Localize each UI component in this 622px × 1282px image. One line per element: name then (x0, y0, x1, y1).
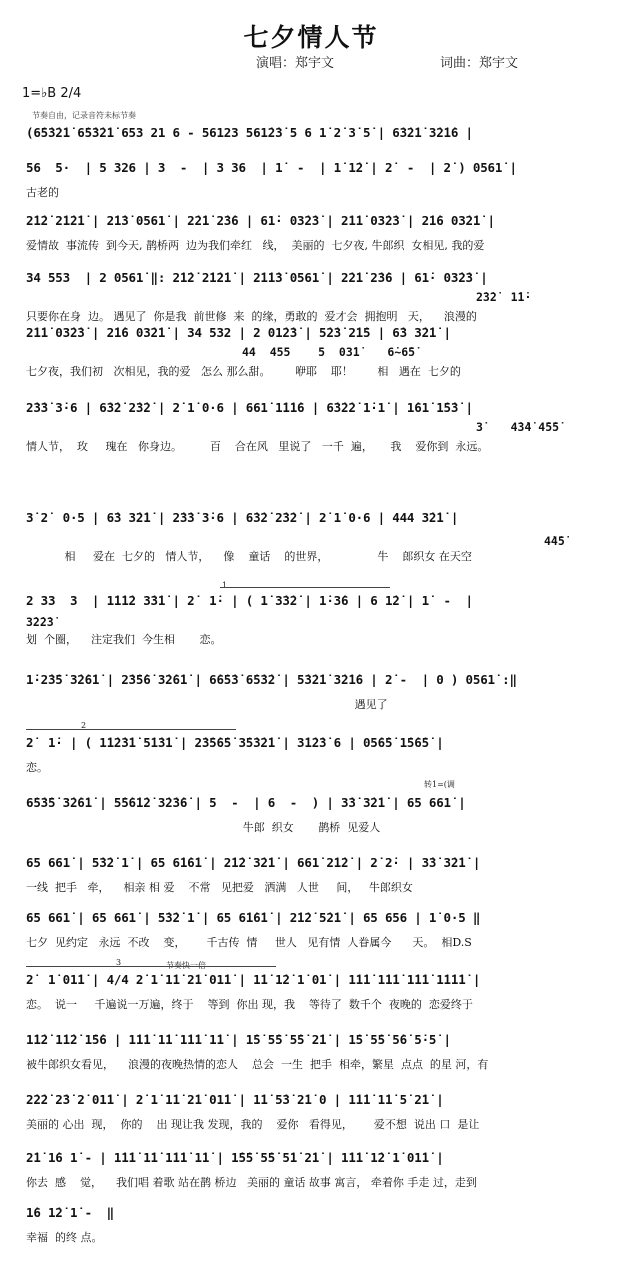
melody-line: 1̇1̇2̇ 1̇1̇2̇ 1̇5̇6 | 1̇1̇1̇ 1̇1̇ 1̇1̇1̇ 1̇1̇ | 1̇5̇ 5̇5̇ 5̇5̇ 2̇1̇ | 1̇5̇ 5̇5̇ 5̇6̇ 5̇·5̇ | (26, 1032, 451, 1047)
volta-bracket (26, 966, 276, 967)
tempo-note: 节奏自由，记录音符未标节奏 (32, 111, 136, 120)
melody-line: 2̇2̇2̇ 2̇3̇ 2̇ 01̇1̇ | 2̇ 1̇ 1̇1̇ 2̇1̇ 01̇1̇ | 1̇1̇ 5̇3̇ 2̇1̇ 0 | 1̇1̇1̇ 1̇1̇ 5̇ 2̇1̇ | (26, 1092, 444, 1107)
melody-line: 1̇·2̇3̇5̇ 3̇2̇6̇1̇ | 2̇3̇5̇6̇ 3̇2̇6̇1̇ | 6̇6̇5̇3̇ 6̇5̇3̇2̇ | 5̇3̇2̇1̇ 3̇2̇1̇6 | 2̇ - | 0 ) 0561̇ :‖ (26, 672, 517, 687)
melody-line: 2̇1̇1̇ 03̇2̇3̇ | 2̇1̇6 03̇2̇1̇ | 34 532 | 2 01̇2̇3̇ | 5̇2̇3̇ 2̇1̇5 | 6̇3 3̇2̇1̇ | (26, 325, 451, 340)
melody-line: 2̇1̇2̇ 2̇1̇2̇1̇ | 2̇1̇3̇ 0561̇ | 2̇2̇1̇ 2̇3̇6 | 61̇· 03̇2̇3̇ | 2̇1̇1̇ 03̇2̇3̇ | 2̇1̇6 03̇2̇1̇ | (26, 213, 495, 228)
author-credit: 词曲：郑宇文 (440, 56, 519, 71)
lyric-line: 你去 感 觉， 我们唱 着歌 站在鹊 桥边 美丽的 童话 故事 寓言， 牵着你 手走 过，走到 (26, 1176, 477, 1189)
lyric-line: 情人节， 玫 瑰在 你身边。 百 合在风 里说了 一千 遍， 我 爱你到 永远。 (26, 440, 489, 453)
melody-line: 3̇ 2̇ 0·5 | 6̇3 3̇2̇1̇ | 2̇3̇3̇ 3̇·6 | 6̇3̇2̇ 2̇3̇2̇ | 2̇ 1̇ 0·6 | 444 3̇2̇1̇ | (26, 510, 459, 525)
lyric-line: 古老的 (26, 186, 59, 199)
harmony-line: 44 455 5 03̇1̇ 6̇~6̇5̇ (242, 345, 416, 359)
score-annotation: 2 (81, 721, 87, 730)
volta-bracket (26, 729, 236, 730)
melody-line: 2̇1̇ 1̇6 1̇ - | 1̇1̇1̇ 1̇1̇ 1̇1̇1̇ 1̇1̇ | 1̇5̇5̇ 5̇5̇ 5̇1̇ 2̇1̇ | 1̇1̇1̇ 1̇2̇ 1̇ 01̇1̇ | (26, 1150, 444, 1165)
melody-line: 34 553 | 2 0561̇ ‖: 2̇1̇2̇ 2̇1̇2̇1̇ | 2̇1̇1̇3̇ 0561̇ | 2̇2̇1̇ 2̇3̇6 | 61̇· 03̇2̇3̇ | (26, 270, 488, 285)
score-annotation: 节奏快一倍 (166, 961, 206, 970)
lyric-line: 遇见了 (26, 698, 388, 711)
melody-line: 2̇ 1̇· | ( 1̇1̇2̇3̇1̇ 5̇1̇3̇1̇ | 2̇3̇5̇6̇5̇ 3̇5̇3̇2̇1̇ | 3̇1̇2̇3̇ 6 | 05̇6̇5̇ 1̇5̇6̇5̇ | (26, 735, 444, 750)
harmony-line: 4̇4̇5̇ (544, 534, 565, 548)
melody-line: 2̇3̇3̇ 3̇·6 | 6̇3̇2̇ 2̇3̇2̇ | 2̇ 1̇ 0·6 | 661̇ 1̇1̇1̇6 | 6̇3̇2̇2̇ 1̇·1̇ | 1̇61̇ 1̇5̇3̇ | (26, 400, 473, 415)
lyric-line: 美丽的 心出 现， 你的 出 现让我 发现，我的 爱你 看得见， 爱不想 说出 口 是让 (26, 1118, 480, 1131)
melody-line: 65 661̇ | 5̇3̇2̇ 1̇ | 65 6̇1̇6̇1̇ | 2̇1̇2̇ 3̇2̇1̇ | 661̇ 2̇1̇2̇ | 2̇ 2̇· | 3̇3̇ 3̇2̇1̇ | (26, 855, 481, 870)
song-title: 七夕情人节 (243, 23, 379, 52)
melody-line: 1̇6 1̇2̇ 1̇ - ‖ (26, 1205, 114, 1220)
lyric-line: 被牛郎织女看见， 浪漫的夜晚热情的恋人 总会 一生 把手 相牵，繁星 点点 的星 河，有 (26, 1058, 489, 1071)
melody-line: 65 661̇ | 65 661̇ | 5̇3̇2̇ 1̇ | 65 6̇1̇6̇1̇ | 2̇1̇2̇ 5̇2̇1̇ | 65 656 | 1̇ 0·5 ‖ (26, 910, 481, 925)
lyric-line: 恋。 说一 千遍说一万遍，终于 等到 你出 现，我 等待了 数千个 夜晚的 恋爱终于 (26, 998, 473, 1011)
melody-line: 56 5· | 5 326 | 3 - | 3 36 | 1̇ - | 1̇ 1̇2̇ | 2̇ - | 2̇ ) 0561̇ | (26, 160, 517, 175)
lyric-line: 爱情故 事流传 到今天, 鹊桥两 边为我们牵红 线， 美丽的 七夕夜, 牛郎织 女相见, 我的爱 (26, 239, 485, 252)
score-annotation: 1 (222, 581, 228, 590)
lyric-line: 一线 把手 牵， 相亲 相 爱 不常 见把爱 洒满 人世 间， 牛郎织女 (26, 881, 413, 894)
melody-line: 2̇ 1̇ 01̇1̇ | 4/4 2̇ 1̇ 1̇1̇ 2̇1̇ 01̇1̇ | 1̇1̇ 1̇2̇ 1̇ 01̇ | 1̇1̇1̇ 1̇1̇1̇ 1̇1̇1̇ 1̇1̇1̇1̇ | (26, 972, 481, 987)
lyric-line: 相 爱在 七夕的 情人节， 像 童话 的世界， 牛 郎织女 在天空 (26, 550, 472, 563)
lyric-line: 恋。 (26, 761, 48, 774)
singer-credit: 演唱：郑宇文 (256, 56, 335, 71)
harmony-line: 2̇3̇2̇ 1̇1̇· (476, 290, 532, 304)
score-annotation: 3 (116, 958, 122, 967)
lyric-line: 牛郎 织女 鹊桥 见爱人 (26, 821, 381, 834)
harmony-line: 3̇ 4̇3̇4̇ 4̇5̇5̇ (476, 420, 560, 434)
lyric-line: 幸福 的终 点。 (26, 1231, 103, 1244)
volta-bracket (220, 587, 390, 588)
lyric-line: 划 个圈， 注定我们 今生相 恋。 (26, 633, 222, 646)
melody-line: 6̇5̇3̇5̇ 3̇2̇6̇1̇ | 5̇5̇6̇1̇2̇ 3̇2̇3̇6̇ | 5 - | 6 - ) | 3̇3̇ 3̇2̇1̇ | 65 661̇ | (26, 795, 466, 810)
lyric-line: 七夕 见约定 永远 不改 变， 千古传 情 世人 见有情 人眷属今 天。 相D.S (26, 936, 472, 949)
melody-line: 2 33 3 | 1̇1̇1̇2 3̇3̇1̇ | 2̇ 1̇· | ( 1̇ 3̇3̇2̇ | 1̇·3̇6 | 6 1̇2̇ | 1̇ - | (26, 593, 473, 608)
score-annotation: 转1=(调 (424, 780, 455, 789)
lyric-line: 七夕夜，我们初 次相见，我的爱 怎么 那么甜。 咿耶 耶！ 相 遇在 七夕的 (26, 365, 461, 378)
melody-line: (6̇5̇3̇2̇1̇ 6̇5̇3̇2̇1̇ 653 21 6 - 56123 561̇2̇3̇ 5 6 1̇ 2̇ 3̇ 5̇ | 6̇3̇2̇1̇ 3̇2̇1̇6 | (26, 125, 473, 140)
key-signature: 1=♭B 2/4 (22, 86, 82, 101)
harmony-line: 3̇2̇2̇3̇ (26, 615, 54, 629)
lyric-line: 只要你在身 边。 遇见了 你是我 前世修 来 的缘，勇敢的 爱才会 拥抱明 天， 浪漫的 (26, 310, 477, 323)
